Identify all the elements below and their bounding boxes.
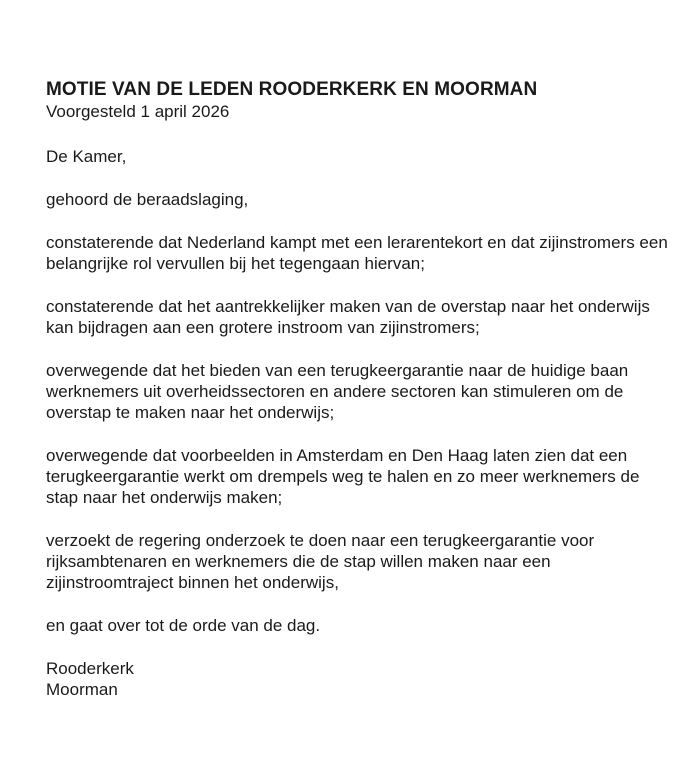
request-clause: verzoekt de regering onderzoek te doen naar een terugkeergarantie voor rijksambtenaren en werknemers die de stap willen maken naar een zijinstroomtraject binnen het onderwijs,	[46, 531, 595, 592]
motion-document	[46, 79, 676, 700]
consideration-3: overwegende dat het bieden van een terugkeergarantie naar de huidige baan werknemers uit overheidssectoren en andere sectoren kan stimuleren om de overstap te maken naar het onderwijs;	[46, 361, 629, 422]
signer-name: Rooderkerk	[46, 659, 134, 678]
consideration-4: overwegende dat voorbeelden in Amsterdam en Den Haag laten zien dat een terugkeergarantie werkt om drempels weg te halen en zo meer werknemers de stap naar het onderwijs maken;	[46, 446, 640, 507]
motion-date: Voorgesteld 1 april 2026	[46, 102, 230, 121]
signers	[46, 658, 676, 700]
consideration-2: constaterende dat het aantrekkelijker maken van de overstap naar het onderwijs kan bijdragen aan een grotere instroom van zijinstromers;	[46, 297, 650, 337]
consideration-1: constaterende dat Nederland kampt met een lerarentekort en dat zijinstromers een belangrijke rol vervullen bij het tegengaan hiervan;	[46, 233, 668, 273]
signer-name: Moorman	[46, 680, 118, 699]
heard-clause: gehoord de beraadslaging,	[46, 190, 249, 209]
motion-title: MOTIE VAN DE LEDEN ROODERKERK EN MOORMAN	[46, 79, 538, 100]
salutation: De Kamer,	[46, 147, 127, 166]
closing-clause: en gaat over tot de orde van de dag.	[46, 616, 321, 635]
